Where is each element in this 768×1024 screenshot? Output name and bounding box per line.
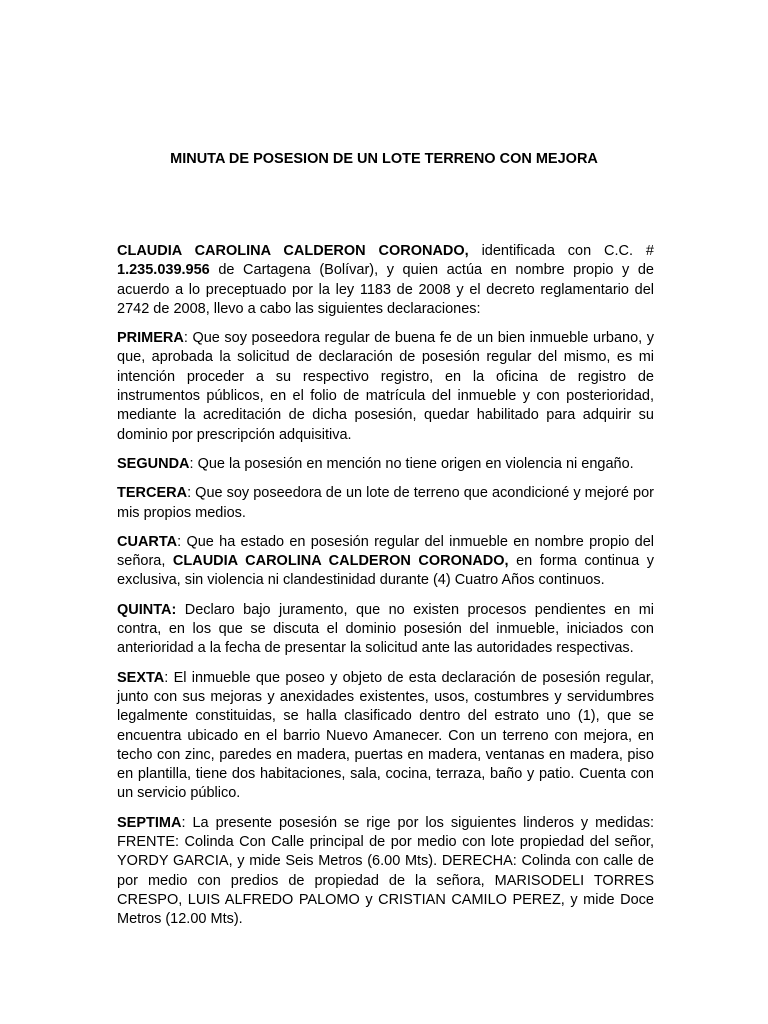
clause-segunda-text: : Que la posesión en mención no tiene origen en violencia ni engaño. <box>189 455 634 472</box>
intro-cc-number: 1.235.039.956 <box>117 262 210 279</box>
clause-primera <box>117 329 654 445</box>
document-title: MINUTA DE POSESION DE UN LOTE TERRENO CON MEJORA <box>170 151 598 167</box>
clause-cuarta-name: CLAUDIA CAROLINA CALDERON CORONADO, <box>172 553 509 570</box>
clause-septima <box>117 814 654 930</box>
clause-segunda-label: SEGUNDA <box>117 455 190 472</box>
clause-sexta-label: SEXTA <box>117 669 165 686</box>
clause-quinta-text: Declaro bajo juramento, que no existen procesos pendientes en mi contra, en los que se discuta el dominio posesión del inmueble, iniciados con anterioridad a la fecha de presentar la solicitud ante las autoridades respectivas. <box>117 601 654 657</box>
clause-tercera-label: TERCERA <box>117 485 188 502</box>
intro-text-1: identificada con C.C. # <box>468 243 654 259</box>
intro-paragraph <box>117 242 654 319</box>
clause-quinta <box>117 601 654 659</box>
clause-septima-label: SEPTIMA <box>117 814 182 831</box>
clause-tercera <box>117 484 654 523</box>
clause-primera-text: : Que soy poseedora regular de buena fe de un bien inmueble urbano, y que, aprobada la solicitud de declaración de posesión regular del mismo, es mi intención proceder a su respectivo registro, en la oficina de registro de instrumentos públicos, en el folio de matrícula del inmueble y con posterioridad, mediante la acreditación de dicha posesión, quedar habilitado para adquirir su dominio por prescripción adquisitiva. <box>117 330 654 443</box>
intro-text-2: de Cartagena (Bolívar), y quien actúa en nombre propio y de acuerdo a lo preceptuado por la ley 1183 de 2008 y el decreto reglamentario del 2742 de 2008, llevo a cabo las siguientes declaraciones: <box>117 262 654 317</box>
clause-quinta-label: QUINTA: <box>117 601 177 618</box>
clause-tercera-text: : Que soy poseedora de un lote de terreno que acondicioné y mejoré por mis propios medios. <box>117 485 654 521</box>
clause-segunda <box>117 455 654 474</box>
clause-primera-label: PRIMERA <box>117 330 184 347</box>
document-body <box>117 242 654 940</box>
clause-cuarta-text-1: : Que ha estado en posesión regular del inmueble en nombre propio del señora, <box>117 533 654 570</box>
clause-cuarta-text-2: en forma continua y exclusiva, sin violencia ni clandestinidad durante (4) Cuatro Años continuos. <box>117 553 654 589</box>
intro-name: CLAUDIA CAROLINA CALDERON CORONADO, <box>117 243 469 259</box>
clause-cuarta <box>117 533 654 591</box>
clause-sexta <box>117 669 654 804</box>
clause-cuarta-label: CUARTA <box>117 533 178 550</box>
clause-septima-text: : La presente posesión se rige por los siguientes linderos y medidas: FRENTE: Colinda Con Calle principal de por medio con lote propiedad del señor, YORDY GARCIA, y mide Seis Metros (6.00 Mts). DERECHA: Colinda con calle de por medio con predios de propiedad de la señora, MARISODELI TORRES CRESPO, LUIS ALFREDO PALOMO y CRISTIAN CAMILO PEREZ, y mide Doce Metros (12.00 Mts). <box>117 814 654 928</box>
clause-sexta-text: : El inmueble que poseo y objeto de esta declaración de posesión regular, junto con sus mejoras y anexidades existentes, usos, costumbres y servidumbres legalmente constituidas, se halla clasificado dentro del estrato uno (1), que se encuentra ubicado en el barrio Nuevo Amanecer. Con un terreno con mejora, en techo con zinc, paredes en madera, puertas en madera, ventanas en madera, piso en plantilla, tiene dos habitaciones, sala, cocina, terraza, baño y patio. Cuenta con un servicio público. <box>117 669 654 802</box>
